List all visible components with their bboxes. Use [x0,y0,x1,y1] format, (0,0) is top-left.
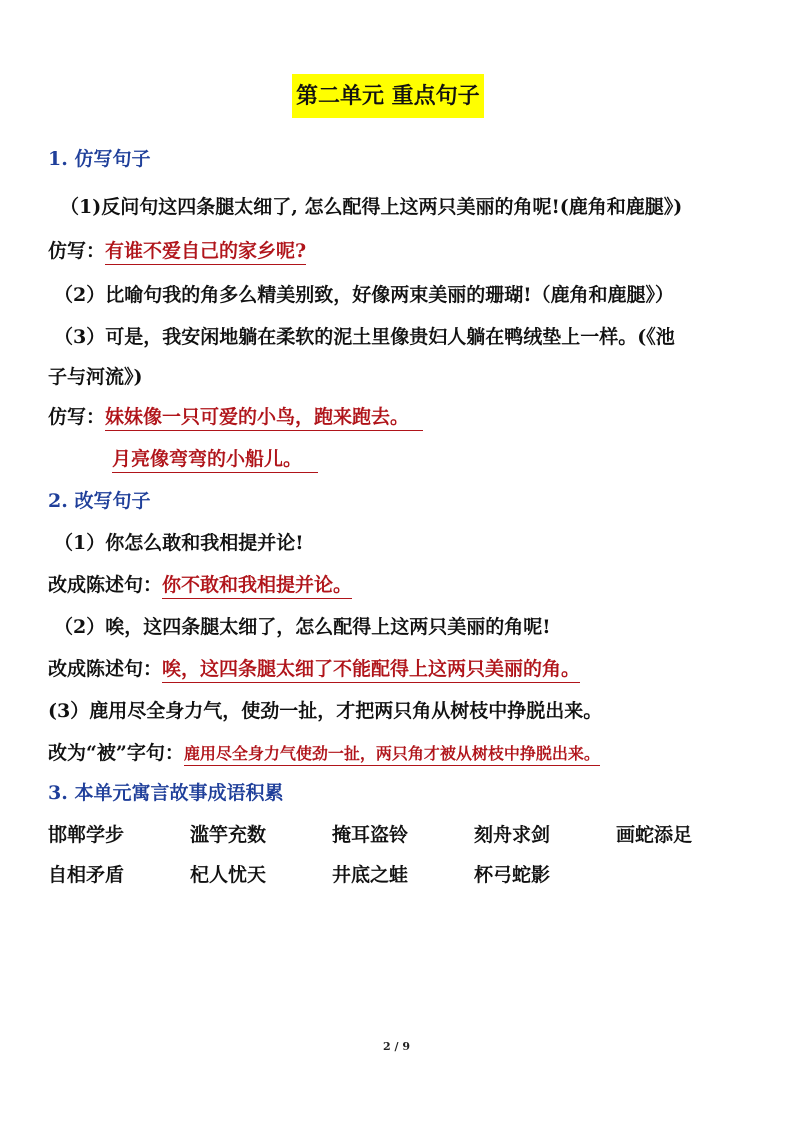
section-heading-imitate: 1. 仿写句子 [48,148,151,170]
sentence-question: （1）你怎么敢和我相提并论! [54,532,304,554]
idiom: 滥竽充数 [190,824,267,846]
imitate-line-3 [112,444,318,471]
idiom: 邯郸学步 [48,824,125,846]
idiom: 杯弓蛇影 [474,864,551,886]
imitate-line-2 [48,402,423,429]
section-heading-idioms: 3. 本单元寓言故事成语积累 [48,782,284,804]
page-title: 第二单元 重点句子 [292,74,484,118]
rewrite-line-3 [48,738,600,765]
imitate-label: 仿写： [48,240,106,262]
sentence-simile-line1: （3）可是，我安闲地躺在柔软的泥土里像贵妇人躺在鸭绒垫上一样。(《池 [54,326,675,348]
sentence-exclamation: （2）唉，这四条腿太细了，怎么配得上这两只美丽的角呢! [54,616,551,638]
imitate-answer: 妹妹像一只可爱的小鸟，跑来跑去。 [105,406,423,431]
imitate-answer: 月亮像弯弯的小船儿。 [112,448,318,473]
sentence-rhetorical: （1)反问句这四条腿太细了, 怎么配得上这两只美丽的角呢!(鹿角和鹿腿》) [60,196,683,218]
sentence-active: (3）鹿用尽全身力气，使劲一扯，才把两只角从树枝中挣脱出来。 [48,700,603,722]
imitate-label: 仿写： [48,406,106,428]
rewrite-line-2 [48,654,580,681]
rewrite-answer: 唉，这四条腿太细了不能配得上这两只美丽的角。 [162,658,580,683]
idiom: 画蛇添足 [616,824,693,846]
idiom: 自相矛盾 [48,864,125,886]
idiom: 杞人忧天 [190,864,267,886]
rewrite-label: 改成陈述句： [48,658,163,680]
section-heading-rewrite: 2. 改写句子 [48,490,151,512]
page-number: 2 / 9 [383,1040,410,1053]
idiom: 刻舟求剑 [474,824,551,846]
idiom: 井底之蛙 [332,864,409,886]
imitate-answer: 有谁不爱自己的家乡呢? [105,240,306,265]
sentence-metaphor: （2）比喻句我的角多么精美别致，好像两束美丽的珊瑚!（鹿角和鹿腿》） [54,284,675,306]
rewrite-answer: 你不敢和我相提并论。 [162,574,352,599]
idiom: 掩耳盗铃 [332,824,409,846]
rewrite-answer: 鹿用尽全身力气使劲一扯，两只角才被从树枝中挣脱出来。 [184,744,600,766]
sentence-simile-line2: 子与河流》) [48,366,143,388]
rewrite-label: 改为“被”字句： [48,742,184,764]
imitate-line-1 [48,236,306,263]
rewrite-label: 改成陈述句： [48,574,163,596]
rewrite-line-1 [48,570,352,597]
